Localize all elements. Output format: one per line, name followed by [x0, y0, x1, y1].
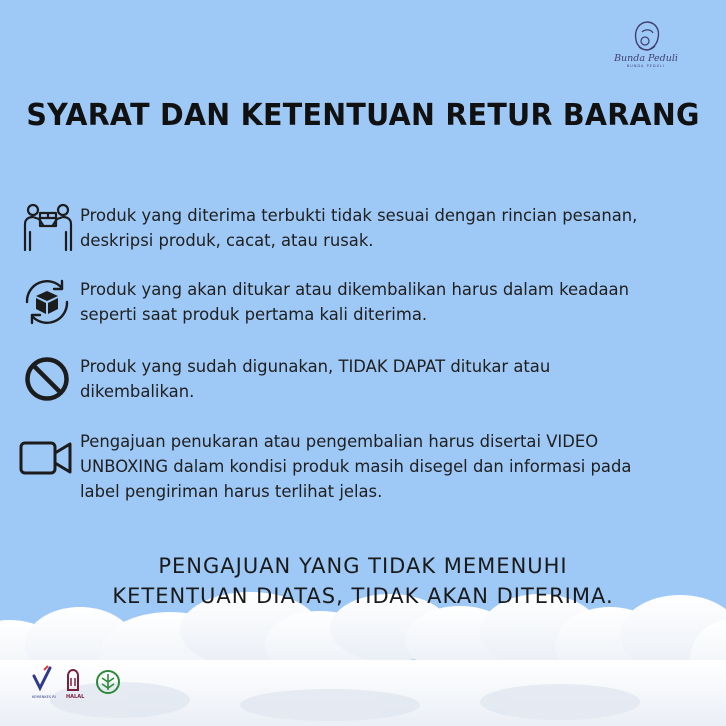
delivery-person-box-icon	[22, 202, 74, 256]
kemenkes-badge-icon	[32, 666, 56, 699]
list-item-text: Produk yang sudah digunakan, TIDAK DAPAT ditukar atau	[80, 357, 551, 376]
mother-baby-logo-icon	[621, 20, 671, 54]
list-item-text: deskripsi produk, cacat, atau rusak.	[80, 231, 374, 250]
list-item-text: Produk yang diterima terbukti tidak sesuai dengan rincian pesanan,	[80, 206, 638, 225]
certification-badges	[30, 662, 130, 702]
bpom-badge-icon	[97, 671, 119, 693]
video-camera-icon	[19, 440, 73, 480]
list-item-text: label pengiriman harus terlihat jelas.	[80, 482, 383, 501]
footer-line: KETENTUAN DIATAS, TIDAK AKAN DITERIMA.	[112, 584, 614, 608]
footer-notice	[0, 551, 726, 611]
brand-name: Bunda Peduli	[614, 53, 678, 64]
footer-line: PENGAJUAN YANG TIDAK MEMENUHI	[158, 554, 568, 578]
list-item-text: Pengajuan penukaran atau pengembalian harus disertai VIDEO	[80, 432, 599, 451]
brand-tagline: BUNDA PEDULI	[626, 64, 666, 68]
list-item	[80, 354, 720, 404]
list-item-text: seperti saat produk pertama kali diterima.	[80, 305, 428, 324]
page-title: SYARAT DAN KETENTUAN RETUR BARANG	[26, 98, 700, 133]
kemenkes-badge-label: KEMENKES RI	[32, 695, 56, 699]
halal-badge-label: HALAL	[66, 694, 85, 700]
box-return-cycle-icon	[22, 277, 72, 331]
list-item-text: dikembalikan.	[80, 382, 195, 401]
brand-logo	[596, 20, 696, 70]
list-item-text: UNBOXING dalam kondisi produk masih disegel dan informasi pada	[80, 457, 632, 476]
list-item	[80, 429, 720, 504]
list-item	[80, 203, 720, 253]
list-item-text: Produk yang akan ditukar atau dikembalikan harus dalam keadaan	[80, 280, 629, 299]
prohibited-icon	[24, 356, 70, 406]
halal-badge-icon	[66, 670, 85, 700]
list-item	[80, 277, 720, 327]
